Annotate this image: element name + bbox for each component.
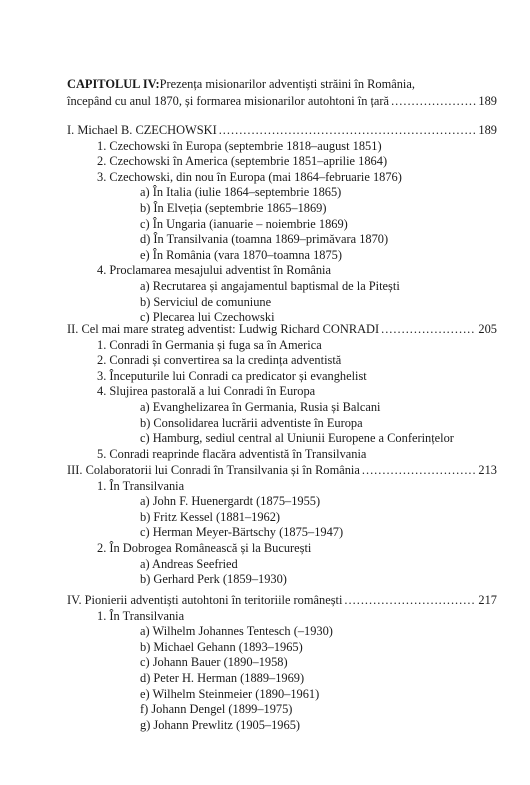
toc-entry[interactable]	[67, 479, 497, 495]
toc-subentry[interactable]	[67, 640, 497, 656]
chapter-title-part-1: Prezența misionarilor adventiști străini în România,	[159, 77, 415, 91]
toc-entry-text: c) Johann Bauer (1890–1958)	[140, 655, 288, 670]
toc-entry-text: 4. Slujirea pastorală a lui Conradi în Europa	[97, 384, 316, 399]
section-heading: IV. Pionierii adventiști autohtoni în teritoriile românești	[67, 593, 343, 607]
toc-entry[interactable]	[67, 369, 497, 385]
toc-entry-text: 4. Proclamarea mesajului adventist în România	[97, 263, 331, 278]
dot-leader	[344, 593, 476, 609]
toc-section	[67, 322, 497, 462]
toc-subentry[interactable]	[67, 248, 497, 264]
toc-entry-text: b) În Elveția (septembrie 1865–1869)	[140, 200, 327, 215]
toc-entry-text: a) În Italia (iulie 1864–septembrie 1865)	[140, 185, 342, 200]
toc-entry[interactable]	[67, 541, 497, 557]
toc-entry-text: b) Gerhard Perk (1859–1930)	[140, 572, 287, 587]
toc-subentry[interactable]	[67, 232, 497, 248]
dot-leader	[391, 93, 476, 110]
toc-entry-text: 1. Czechowski în Europa (septembrie 1818–august 1851)	[97, 138, 382, 153]
toc-entry-text: f) Johann Dengel (1899–1975)	[140, 702, 293, 717]
section-heading-row[interactable]	[67, 593, 497, 609]
toc-entry-text: b) Serviciul de comuniune	[140, 294, 272, 309]
toc-entry-text: c) Plecarea lui Czechowski	[140, 310, 275, 325]
toc-subentry[interactable]	[67, 702, 497, 718]
section-heading-row[interactable]	[67, 322, 497, 338]
chapter-label: CAPITOLUL IV:	[67, 77, 160, 91]
toc-subentry[interactable]	[67, 510, 497, 526]
toc-section	[67, 123, 497, 326]
section-page-number: 205	[478, 322, 497, 336]
toc-entry-text: d) Peter H. Herman (1889–1969)	[140, 670, 305, 685]
chapter-title-line-1	[67, 76, 497, 93]
toc-subentry[interactable]	[67, 431, 497, 447]
toc-entry-text: 2. Conradi și convertirea sa la credința adventistă	[97, 353, 342, 368]
toc-entry[interactable]	[67, 447, 497, 463]
section-heading: I. Michael B. CZECHOWSKI	[67, 123, 217, 137]
toc-entry[interactable]	[67, 338, 497, 354]
toc-entry-text: c) În Ungaria (ianuarie – noiembrie 1869)	[140, 216, 348, 231]
toc-entry-text: a) John F. Huenergardt (1875–1955)	[140, 494, 321, 509]
section-page-number: 217	[478, 593, 497, 607]
chapter-title-part-2: începând cu anul 1870, și formarea misionarilor autohtoni în țară	[67, 93, 390, 108]
toc-subentry[interactable]	[67, 295, 497, 311]
dot-leader	[362, 463, 477, 479]
toc-entry[interactable]	[67, 170, 497, 186]
toc-entry-text: c) Hamburg, sediul central al Uniunii Europene a Conferințelor	[140, 431, 454, 446]
toc-subentry[interactable]	[67, 400, 497, 416]
section-page-number: 213	[478, 463, 497, 477]
section-heading-row[interactable]	[67, 123, 497, 139]
toc-subentry[interactable]	[67, 217, 497, 233]
toc-entry[interactable]	[67, 609, 497, 625]
toc-entry-text: 3. Începuturile lui Conradi ca predicator și evanghelist	[97, 368, 367, 383]
toc-entry-text: c) Herman Meyer-Bärtschy (1875–1947)	[140, 525, 344, 540]
toc-subentry[interactable]	[67, 279, 497, 295]
toc-entry-text: e) Wilhelm Steinmeier (1890–1961)	[140, 686, 320, 701]
toc-entry[interactable]	[67, 154, 497, 170]
toc-subentry[interactable]	[67, 655, 497, 671]
toc-entry[interactable]	[67, 384, 497, 400]
toc-subentry[interactable]	[67, 624, 497, 640]
toc-subentry[interactable]	[67, 185, 497, 201]
toc-entry[interactable]	[67, 263, 497, 279]
section-heading-row[interactable]	[67, 463, 497, 479]
toc-entry-text: 2. Czechowski în America (septembrie 1851–aprilie 1864)	[97, 154, 388, 169]
toc-entry-text: a) Evanghelizarea în Germania, Rusia și Balcani	[140, 399, 381, 414]
toc-section	[67, 593, 497, 733]
toc-entry[interactable]	[67, 353, 497, 369]
toc-entry-text: b) Consolidarea lucrării adventiste în Europa	[140, 415, 363, 430]
toc-subentry[interactable]	[67, 572, 497, 588]
section-page-number: 189	[478, 123, 497, 137]
section-heading: II. Cel mai mare strateg adventist: Ludwig Richard CONRADI	[67, 322, 380, 336]
toc-subentry[interactable]	[67, 557, 497, 573]
toc-entry-text: 1. În Transilvania	[97, 608, 185, 623]
toc-entry-text: 3. Czechowski, din nou în Europa (mai 1864–februarie 1876)	[97, 169, 402, 184]
toc-entry-text: d) În Transilvania (toamna 1869–primăvara 1870)	[140, 232, 389, 247]
chapter-heading	[67, 76, 497, 109]
dot-leader	[219, 123, 477, 139]
toc-entry-text: 5. Conradi reaprinde flacăra adventistă în Transilvania	[97, 446, 367, 461]
toc-entry-text: b) Fritz Kessel (1881–1962)	[140, 509, 281, 524]
toc-subentry[interactable]	[67, 671, 497, 687]
toc-entry-text: 2. În Dobrogea Românească și la București	[97, 540, 312, 555]
toc-subentry[interactable]	[67, 525, 497, 541]
section-heading: III. Colaboratorii lui Conradi în Transilvania și în România	[67, 463, 360, 477]
toc-entry-text: 1. În Transilvania	[97, 478, 185, 493]
toc-subentry[interactable]	[67, 201, 497, 217]
toc-entry-text: g) Johann Prewlitz (1905–1965)	[140, 717, 301, 732]
toc-section	[67, 463, 497, 588]
chapter-title-line-2	[67, 93, 497, 110]
toc-entry-text: a) Wilhelm Johannes Tentesch (–1930)	[140, 624, 333, 639]
toc-subentry[interactable]	[67, 718, 497, 734]
toc-subentry[interactable]	[67, 687, 497, 703]
toc-subentry[interactable]	[67, 494, 497, 510]
toc-entry[interactable]	[67, 139, 497, 155]
chapter-page-number: 189	[478, 93, 497, 108]
toc-entry-text: a) Recrutarea și angajamentul baptismal de la Pitești	[140, 278, 400, 293]
toc-entry-text: b) Michael Gehann (1893–1965)	[140, 639, 303, 654]
toc-entry-text: e) În România (vara 1870–toamna 1875)	[140, 247, 342, 262]
toc-entry-text: a) Andreas Seefried	[140, 556, 238, 571]
toc-subentry[interactable]	[67, 416, 497, 432]
toc-entry-text: 1. Conradi în Germania și fuga sa în America	[97, 337, 322, 352]
dot-leader	[381, 322, 476, 338]
